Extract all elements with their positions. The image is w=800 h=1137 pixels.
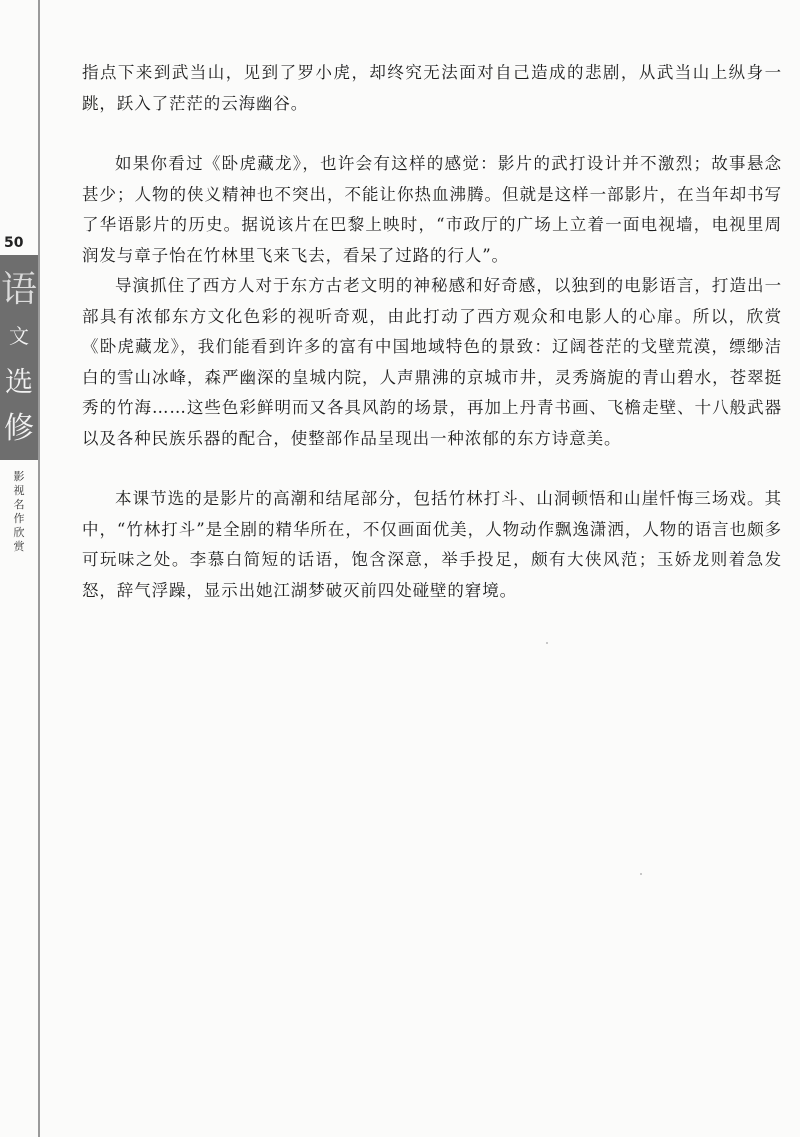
margin-rule — [38, 0, 40, 1137]
paragraph-continued: 指点下来到武当山，见到了罗小虎，却终究无法面对自己造成的悲剧，从武当山上纵身一跳，跃入了茫茫的云海幽谷。 — [82, 63, 782, 113]
series-char: 语 — [0, 269, 37, 310]
paragraph-gap — [82, 454, 782, 484]
page-number: 50 — [4, 235, 24, 251]
paragraph: 本课节选的是影片的高潮和结尾部分，包括竹林打斗、山洞顿悟和山崖忏悔三场戏。其中，“竹林打斗”是全剧的精华所在，不仅画面优美，人物动作飘逸潇洒，人物的语言也颇多可玩味之处。李慕白简短的话语，饱含深意，举手投足，颇有大侠风范；玉娇龙则着急发怒，辞气浮躁，显示出她江湖梦破灭前四处碰壁的窘境。 — [82, 489, 782, 600]
book-title-char: 视 — [13, 484, 25, 497]
body-text — [82, 58, 782, 606]
series-label-block — [0, 255, 38, 460]
paragraph-gap — [82, 119, 782, 149]
series-char: 修 — [4, 411, 34, 446]
book-title-char: 欣 — [13, 526, 25, 539]
book-title-char: 作 — [13, 512, 25, 525]
book-title-char: 赏 — [13, 540, 25, 553]
paragraph: 如果你看过《卧虎藏龙》，也许会有这样的感觉：影片的武打设计并不激烈；故事悬念甚少；人物的侠义精神也不突出，不能让你热血沸腾。但就是这样一部影片，在当年却书写了华语影片的历史。据说该片在巴黎上映时，“市政厅的广场上立着一面电视墙，电视里周润发与章子怡在竹林里飞来飞去，看呆了过路的行人”。 — [82, 154, 782, 265]
series-char: 选 — [4, 365, 33, 398]
book-title-char: 名 — [13, 498, 25, 511]
book-title-vertical — [0, 470, 38, 554]
series-char: 文 — [9, 324, 29, 348]
book-title-char: 影 — [13, 470, 25, 483]
paper-speck — [640, 873, 642, 875]
paragraph: 导演抓住了西方人对于东方古老文明的神秘感和好奇感，以独到的电影语言，打造出一部具有浓郁东方文化色彩的视听奇观，由此打动了西方观众和电影人的心扉。所以，欣赏《卧虎藏龙》，我们能看到许多的富有中国地域特色的景致：辽阔苍茫的戈壁荒漠，缥缈洁白的雪山冰峰，森严幽深的皇城内院，人声鼎沸的京城市井，灵秀旖旎的青山碧水，苍翠挺秀的竹海……这些色彩鲜明而又各具风韵的场景，再加上丹青书画、飞檐走壁、十八般武器以及各种民族乐器的配合，使整部作品呈现出一种浓郁的东方诗意美。 — [82, 276, 782, 448]
paper-speck — [546, 642, 548, 644]
